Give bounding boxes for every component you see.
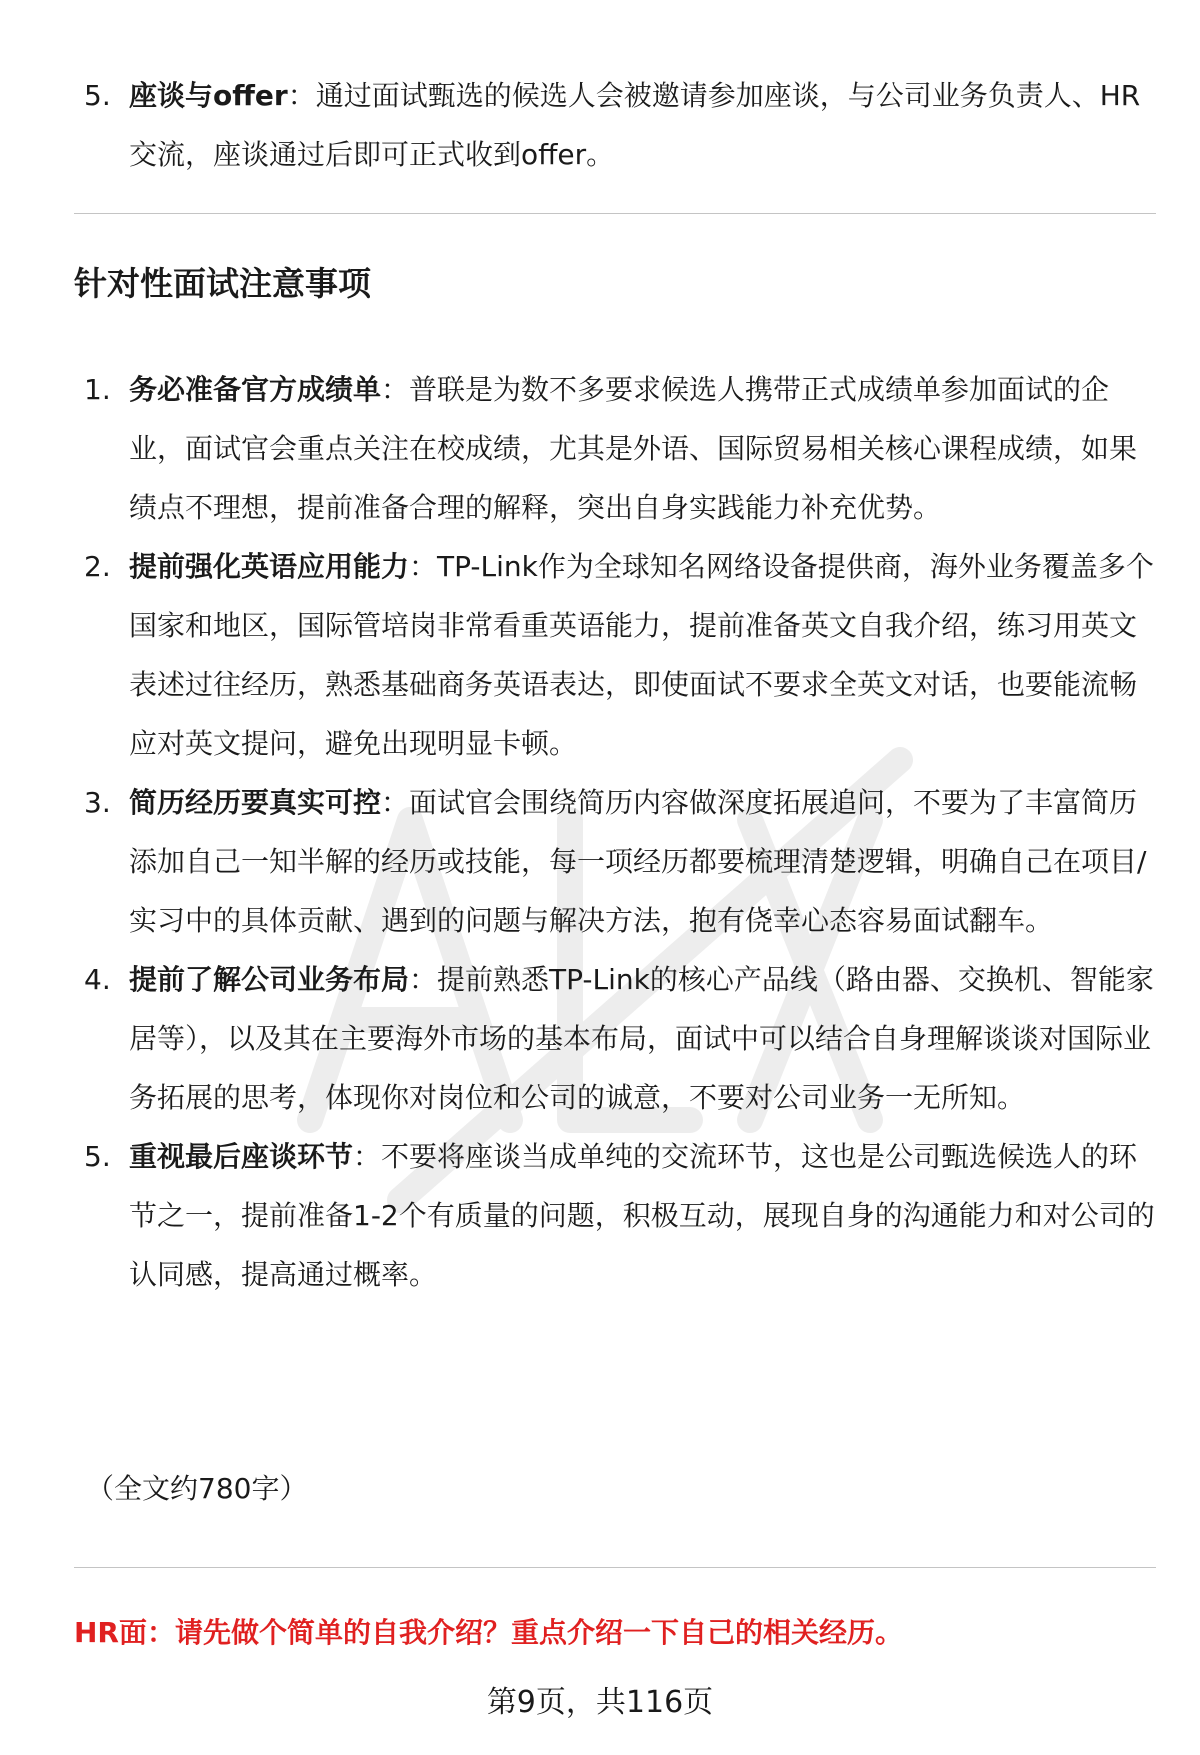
item-number: 3. xyxy=(84,786,111,819)
item-text: 面试官会围绕简历内容做深度拓展追问，不要为了丰富简历添加自己一知半解的经历或技能，每一项经历都要梳理清楚逻辑，明确自己在项目/实习中的具体贡献、遇到的问题与解决方法，抱有侥幸心态容易面试翻车。 xyxy=(129,786,1147,937)
item-number: 2. xyxy=(84,550,111,583)
item-separator: ： xyxy=(353,1140,382,1173)
list-item xyxy=(0,950,1200,1127)
item-title: 简历经历要真实可控 xyxy=(129,786,382,819)
item-text: 提前熟悉TP-Link的核心产品线（路由器、交换机、智能家居等），以及其在主要海外市场的基本布局，面试中可以结合自身理解谈谈对国际业务拓展的思考，体现你对岗位和公司的诚意，不要对公司业务一无所知。 xyxy=(129,963,1154,1114)
divider xyxy=(74,213,1156,214)
list-item xyxy=(0,1127,1200,1304)
item-title: 重视最后座谈环节 xyxy=(129,1140,354,1173)
section-heading: 针对性面试注意事项 xyxy=(74,264,371,303)
list-item xyxy=(0,360,1200,537)
item-separator: ： xyxy=(287,79,316,112)
item-number: 4. xyxy=(84,963,111,996)
item-separator: ： xyxy=(381,373,410,406)
word-count: （全文约780字） xyxy=(86,1472,308,1505)
page-number-footer: 第9页，共116页 xyxy=(486,1685,714,1720)
next-question-heading: HR面：请先做个简单的自我介绍？重点介绍一下自己的相关经历。 xyxy=(74,1616,903,1649)
divider xyxy=(74,1567,1156,1568)
item-number: 5. xyxy=(84,79,111,112)
list-item xyxy=(0,537,1200,773)
item-separator: ： xyxy=(409,963,438,996)
list-item xyxy=(0,66,1200,184)
item-separator: ： xyxy=(381,786,410,819)
item-text: TP-Link作为全球知名网络设备提供商，海外业务覆盖多个国家和地区，国际管培岗非常看重英语能力，提前准备英文自我介绍，练习用英文表述过往经历，熟悉基础商务英语表达，即使面试不要求全英文对话，也要能流畅应对英文提问，避免出现明显卡顿。 xyxy=(129,550,1154,760)
item-number: 1. xyxy=(84,373,111,406)
tips-list xyxy=(0,360,1200,1304)
intro-list xyxy=(0,66,1200,184)
item-title: 提前强化英语应用能力 xyxy=(129,550,410,583)
item-text: 通过面试甄选的候选人会被邀请参加座谈，与公司业务负责人、HR交流，座谈通过后即可正式收到offer。 xyxy=(129,79,1141,171)
item-title: 提前了解公司业务布局 xyxy=(129,963,410,996)
item-separator: ： xyxy=(409,550,438,583)
item-title: 务必准备官方成绩单 xyxy=(129,373,382,406)
item-text: 普联是为数不多要求候选人携带正式成绩单参加面试的企业，面试官会重点关注在校成绩，尤其是外语、国际贸易相关核心课程成绩，如果绩点不理想，提前准备合理的解释，突出自身实践能力补充优势。 xyxy=(129,373,1138,524)
item-text: 不要将座谈当成单纯的交流环节，这也是公司甄选候选人的环节之一，提前准备1-2个有质量的问题，积极互动，展现自身的沟通能力和对公司的认同感，提高通过概率。 xyxy=(129,1140,1155,1291)
item-number: 5. xyxy=(84,1140,111,1173)
list-item xyxy=(0,773,1200,950)
item-title: 座谈与offer xyxy=(129,79,288,112)
